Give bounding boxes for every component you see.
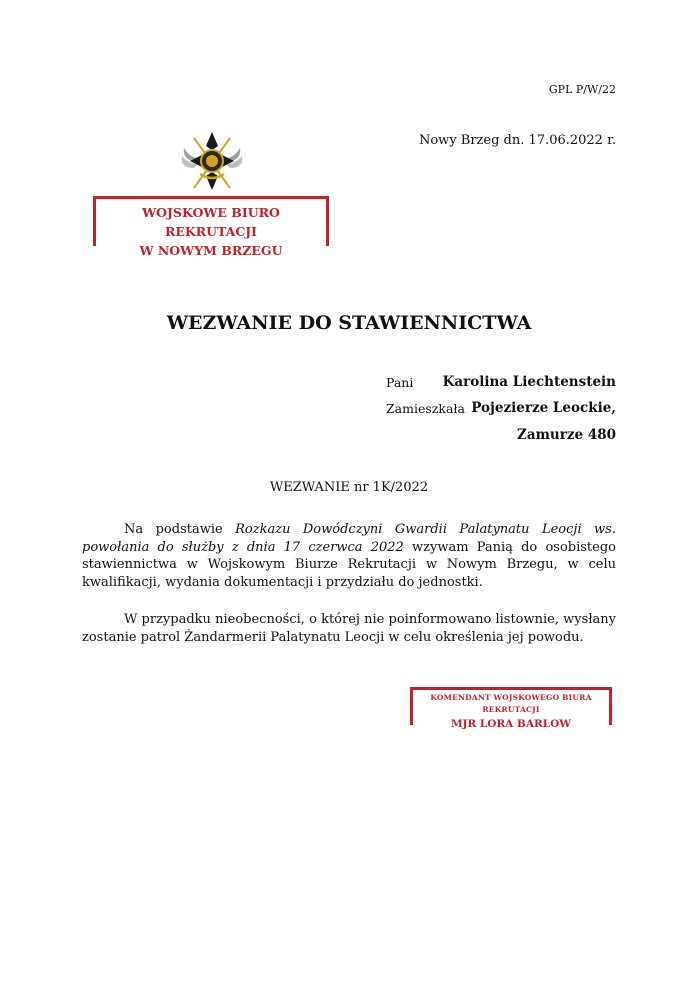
commander-stamp-line2: MJR LORA BARLOW [450, 718, 572, 730]
paragraph-main-suffix: wzywam Panią do osobistego stawiennictwa w Wojskowym Biurze Rekrutacji w Nowym Brzegu, w celu kwalifikacji, wydania dokumentacji i przydziału do jednostki. [82, 539, 616, 590]
address-line1: Pojezierze Leockie, [471, 400, 616, 416]
recipient-name: Karolina Liechtenstein [442, 374, 616, 390]
paragraph-absence: W przypadku nieobecności, o której nie poinformowano listownie, wysłany zostanie patrol Żandarmerii Palatynatu Leocji w celu określenia jej powodu. [82, 612, 616, 645]
place-and-date: Nowy Brzeg dn. 17.06.2022 r. [418, 133, 616, 148]
document-reference: GPL P/W/22 [548, 83, 616, 96]
summons-number: WEZWANIE nr 1K/2022 [269, 480, 429, 495]
office-stamp-line1: WOJSKOWE BIURO REKRUTACJI [142, 205, 280, 239]
paragraph-main-prefix: Na podstawie [124, 522, 236, 537]
residence-label: Zamieszkała [386, 401, 465, 416]
office-stamp-line2: W NOWYM BRZEGU [139, 243, 283, 258]
office-stamp [93, 196, 329, 258]
commander-stamp-line1: KOMENDANT WOJSKOWEGO BIURA REKRUTACJI [430, 693, 592, 714]
military-cross-emblem-icon [180, 128, 244, 196]
paragraph-main-order-reference: Rozkazu Dowódczyni Gwardii Palatynatu Leocji ws. powołania do służby z dnia 17 czerwca 2022 [82, 522, 616, 555]
document-heading: WEZWANIE DO STAWIENNICTWA [166, 312, 532, 334]
address-line2: Zamurze 480 [517, 427, 616, 443]
commander-stamp [410, 687, 612, 730]
recipient-title-label: Pani [386, 375, 414, 390]
paragraph-main [82, 521, 616, 591]
